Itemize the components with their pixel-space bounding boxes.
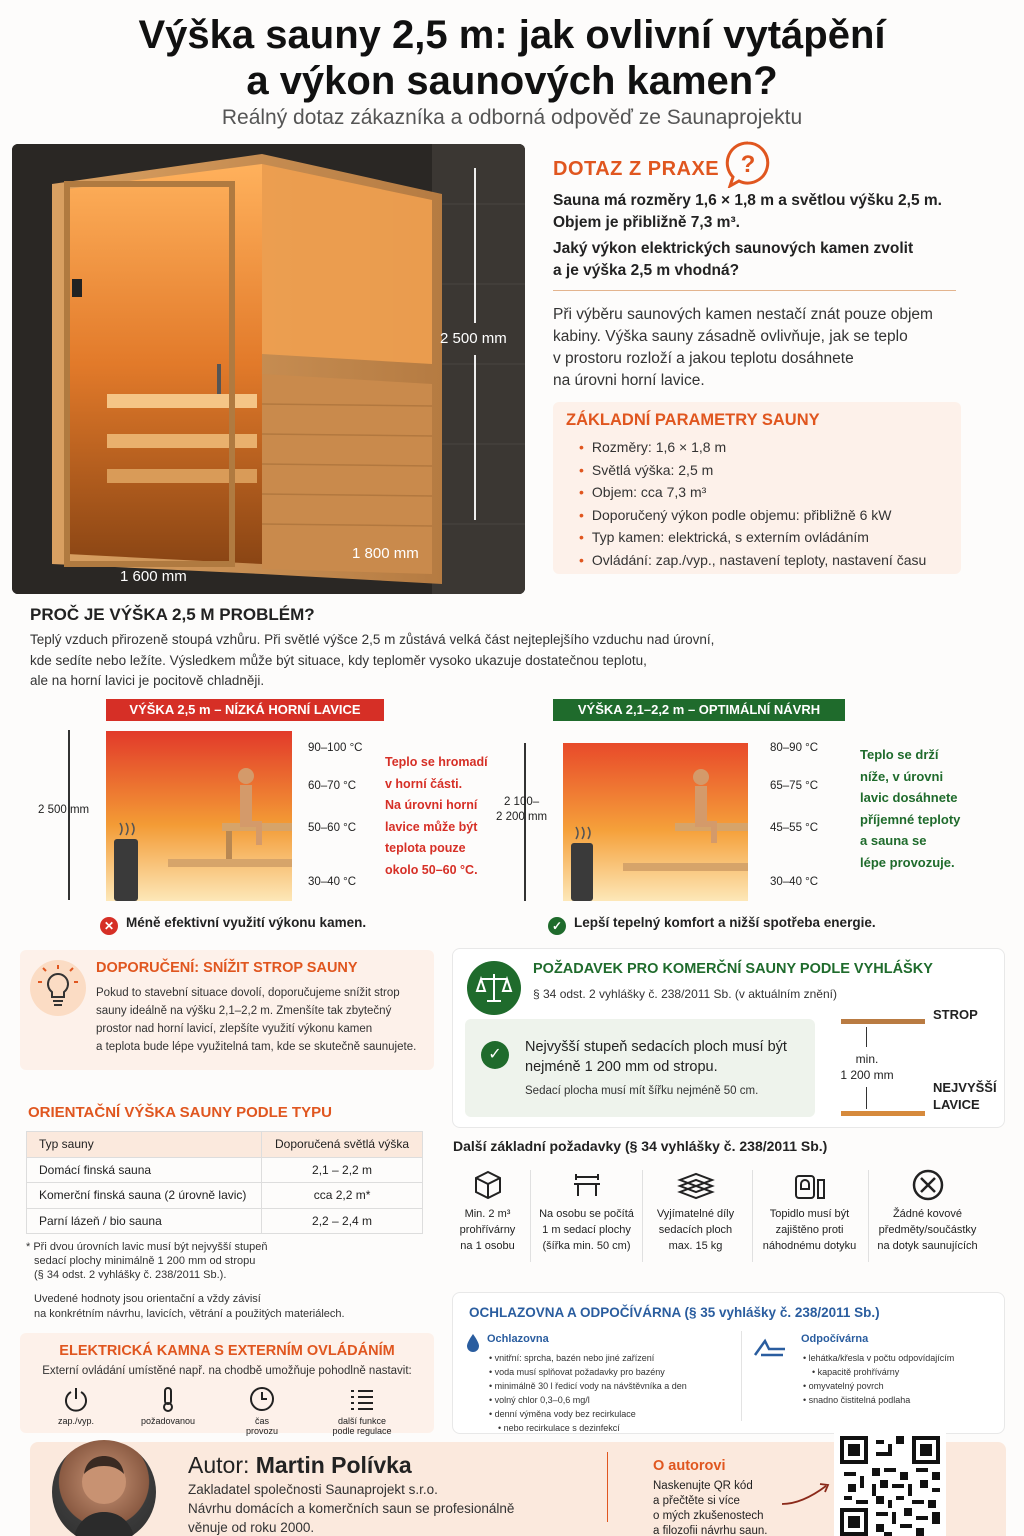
ceiling-label: STROP [933, 1007, 978, 1022]
low-temp-4: 30–40 °C [308, 876, 357, 888]
separator [607, 1452, 608, 1522]
low-temp-1: 90–100 °C [308, 742, 363, 754]
avatar [52, 1440, 156, 1536]
list-item: • nebo recirkulace s dezinfekcí [489, 1421, 687, 1435]
legal-heading: POŽADAVEK PRO KOMERČNÍ SAUNY PODLE VYHLÁŠKY [533, 961, 933, 977]
page-subtitle: Reálný dotaz zákazníka a odborná odpověď ze Saunaprojektu [221, 106, 803, 129]
clock-icon [248, 1385, 276, 1413]
table-cell: Parní lázeň / bio sauna [27, 1208, 262, 1234]
bench-icon [570, 1168, 604, 1202]
lightbulb-icon [30, 960, 86, 1016]
params-item: • Typ kamen: elektrická, s externím ovládáním [579, 526, 926, 549]
legal-requirement-box [465, 1019, 815, 1117]
opt-label: VÝŠKA 2,1–2,2 m – OPTIMÁLNÍ NÁVRH [553, 699, 845, 721]
table-cell: 2,2 – 2,4 m [262, 1208, 423, 1234]
sauna-photo [12, 144, 525, 594]
ceiling-bar [841, 1019, 925, 1024]
power-icon [62, 1385, 90, 1413]
arrow-icon [780, 1478, 832, 1513]
heater-guard-icon [790, 1168, 830, 1202]
hero-depth-label: 1 800 mm [352, 545, 419, 562]
water-drop-icon [465, 1333, 481, 1358]
table-row [27, 1157, 423, 1183]
table-cell: cca 2,2 m* [262, 1183, 423, 1209]
thermometer-icon [154, 1385, 182, 1413]
kamna-item: požadovanou [122, 1385, 214, 1426]
table-row [27, 1208, 423, 1234]
table-cell: 2,1 – 2,2 m [262, 1157, 423, 1183]
opt-temp-2: 65–75 °C [770, 780, 819, 792]
cube-icon [471, 1168, 505, 1202]
table-cell: Domácí finská sauna [27, 1157, 262, 1183]
opt-result: ✓ Lepší tepelný komfort a nižší spotřeba energie. [548, 915, 876, 935]
hero-height-label: 2 500 mm [440, 330, 507, 347]
params-heading: ZÁKLADNÍ PARAMETRY SAUNY [566, 411, 820, 429]
cooling-left-heading: Ochlazovna [487, 1333, 549, 1345]
opt-temp-4: 30–40 °C [770, 876, 819, 888]
low-result: ✕ Méně efektivní využití výkonu kamen. [100, 915, 366, 935]
about-heading: O autorovi [653, 1458, 726, 1474]
kamna-item: další funkce podle regulace [316, 1385, 408, 1436]
list-item: • lehátka/křesla v počtu odpovídajícím [803, 1351, 954, 1365]
author-description: Zakladatel společnosti Saunaprojekt s.r.o. Návrhu domácích a komerčních saun se profesionálně věnuje od roku 2000. [188, 1482, 515, 1535]
table-header-row [27, 1132, 423, 1158]
author-name: Autor: Martin Polívka [188, 1452, 412, 1478]
further-item: Min. 2 m³ prohřívárny na 1 osobu [430, 1164, 545, 1274]
hero-height-arrow [474, 168, 476, 323]
further-item: Topidlo musí být zajištěno proti náhodnému dotyku [752, 1164, 867, 1274]
low-temp-3: 50–60 °C [308, 822, 357, 834]
params-item: • Objem: cca 7,3 m³ [579, 481, 926, 504]
table-cell: Komerční finská sauna (2 úrovně lavic) [27, 1183, 262, 1209]
low-scene [106, 731, 292, 901]
low-temp-2: 60–70 °C [308, 780, 357, 792]
about-text: Naskenujte QR kód a přečtěte si více o mých zkušenostech a filozofii návrhu saun. [653, 1480, 768, 1536]
recommendation-box [20, 950, 434, 1070]
hero-width-label: 1 600 mm [120, 568, 187, 585]
lounger-icon [753, 1335, 787, 1364]
cooling-right-list [803, 1351, 954, 1407]
further-item: Vyjímatelné díly sedacích ploch max. 15 kg [638, 1164, 753, 1274]
list-item: • denní výměna vody bez recirkulace [489, 1407, 687, 1421]
bench-bar [841, 1111, 925, 1116]
title-line-2: a výkon saunových kamen? [246, 59, 778, 103]
list-item: • minimálně 30 l ředicí vody na návštěvníka a den [489, 1379, 687, 1393]
cross-icon: ✕ [100, 917, 118, 935]
params-item: • Ovládání: zap./vyp., nastavení teploty, nastavení času [579, 549, 926, 572]
cooling-heading: OCHLAZOVNA A ODPOČÍVÁRNA (§ 35 vyhlášky č. 238/2011 Sb.) [469, 1305, 880, 1320]
page-title [0, 12, 1024, 104]
params-item: • Doporučený výkon podle objemu: přibližně 6 kW [579, 504, 926, 527]
further-item: Na osobu se počítá 1 m sedací plochy (šířka min. 50 cm) [529, 1164, 644, 1274]
params-box [553, 402, 961, 574]
question-mark-icon [724, 140, 772, 193]
cooling-box [452, 1292, 1005, 1434]
no-metal-icon [911, 1168, 945, 1202]
divider [553, 290, 956, 291]
opt-note: Teplo se drží níže, v úrovni lavic dosáhnete příjemné teploty a sauna se lépe provozuje. [860, 747, 961, 870]
svg-text:?: ? [740, 151, 756, 178]
kamna-box [20, 1333, 434, 1436]
opt-temp-3: 45–55 °C [770, 822, 819, 834]
bench-label: NEJVYŠŠÍ LAVICE [933, 1080, 997, 1112]
params-item: • Světlá výška: 2,5 m [579, 459, 926, 482]
kamna-item: zap./vyp. [30, 1385, 122, 1426]
cooling-left-list [489, 1351, 687, 1435]
recommendation-text: Pokud to stavební situace dovolí, doporučujeme snížit strop sauny ideálně na výšku 2,1–2,2 m. Zmenšíte tak zbytečný prostor nad horní lavicí, zlepšíte využití výkonu kamen a teplota bude lépe využitelná tam, kde se skutečně saunujete. [96, 987, 417, 1053]
cooling-right-heading: Odpočívárna [801, 1333, 869, 1345]
min-distance-label: min. 1 200 mm [840, 1052, 894, 1082]
check-icon: ✓ [481, 1041, 509, 1069]
separator [741, 1331, 742, 1421]
table-header: Typ sauny [27, 1132, 262, 1158]
list-item: • vnitřní: sprcha, bazén nebo jiné zařízení [489, 1351, 687, 1365]
kamna-heading: ELEKTRICKÁ KAMNA S EXTERNÍM OVLÁDÁNÍM [59, 1343, 395, 1359]
why-heading: PROČ JE VÝŠKA 2,5 M PROBLÉM? [30, 605, 315, 624]
low-label: VÝŠKA 2,5 m – NÍZKÁ HORNÍ LAVICE [106, 699, 384, 721]
low-height-label: 2 500 mm [38, 804, 90, 816]
further-item: Žádné kovové předměty/součástky na dotyk saunujících [870, 1164, 985, 1274]
orient-heading: ORIENTAČNÍ VÝŠKA SAUNY PODLE TYPU [28, 1104, 332, 1121]
orient-disclaimer: Uvedené hodnoty jsou orientační a vždy závisí na konkrétním návrhu, lavicích, větrání a použitých materiálech. [34, 1293, 345, 1320]
orient-footnote: * Při dvou úrovních lavic musí být nejvyšší stupeň sedací plochy minimálně 1 200 mm od stropu (§ 34 odst. 2 vyhlášky č. 238/2011 Sb.). [26, 1241, 268, 1281]
list-item: • kapacitě prohřívárny [803, 1365, 954, 1379]
list-icon [348, 1385, 376, 1413]
legal-box [452, 948, 1005, 1128]
question-heading: DOTAZ Z PRAXE [553, 158, 720, 180]
legal-requirement-text: Nejvyšší stupeň sedacích ploch musí být nejméně 1 200 mm od stropu. [525, 1039, 787, 1075]
table-header: Doporučená světlá výška [262, 1132, 423, 1158]
qr-code[interactable] [834, 1430, 946, 1536]
legal-subheading: § 34 odst. 2 vyhlášky č. 238/2011 Sb. (v aktuálním znění) [533, 987, 837, 1001]
dimension-line [866, 1087, 867, 1109]
table-row [27, 1183, 423, 1209]
list-item: • voda musí splňovat požadavky pro bazény [489, 1365, 687, 1379]
params-item: • Rozměry: 1,6 × 1,8 m [579, 436, 926, 459]
further-heading: Další základní požadavky (§ 34 vyhlášky č. 238/2011 Sb.) [453, 1138, 828, 1154]
recommendation-heading: DOPORUČENÍ: SNÍŽIT STROP SAUNY [96, 960, 358, 976]
list-item: • snadno čistitelná podlaha [803, 1393, 954, 1407]
low-note: Teplo se hromadí v horní části. Na úrovni horní lavice může být teplota pouze okolo 50–60 °C. [385, 755, 488, 877]
title-line-1: Výška sauny 2,5 m: jak ovlivní vytápění [138, 13, 886, 57]
scales-icon [467, 961, 521, 1015]
why-text: Teplý vzduch přirozeně stoupá vzhůru. Při světlé výšce 2,5 m zůstává velká část nejteplejšího vzduchu nad úrovní, kde sedíte nebo ležíte. Výsledkem může být situace, kdy teploměr vysoko ukazuje dostatečnou teplotu, ale na horní lavici je pocitově chladněji. [30, 632, 715, 688]
dimension-line [866, 1027, 867, 1047]
question-text-1: Sauna má rozměry 1,6 × 1,8 m a světlou výšku 2,5 m. Objem je přibližně 7,3 m³. [553, 192, 942, 231]
separator [868, 1170, 869, 1262]
opt-temp-1: 80–90 °C [770, 742, 819, 754]
planks-icon [676, 1168, 716, 1202]
intro-text: Při výběru saunových kamen nestačí znát pouze objem kabiny. Výška sauny zásadně ovlivňuje, jak se teplo v prostoru rozloží a jakou teplotu dosáhnete na úrovni horní lavice. [553, 306, 933, 389]
opt-scene [563, 743, 748, 901]
kamna-text: Externí ovládání umístěné např. na chodbě umožňuje pohodlně nastavit: [42, 1365, 412, 1377]
check-icon: ✓ [548, 917, 566, 935]
legal-requirement-note: Sedací plocha musí mít šířku nejméně 50 cm. [525, 1085, 759, 1097]
hero-height-arrow-lower [474, 355, 476, 520]
list-item: • omyvatelný povrch [803, 1379, 954, 1393]
opt-height-label: 2 100– 2 200 mm [496, 796, 548, 823]
params-list [579, 436, 926, 571]
question-text-2: Jaký výkon elektrických saunových kamen zvolit a je výška 2,5 m vhodná? [553, 240, 914, 279]
orient-table [26, 1131, 423, 1234]
list-item: • volný chlor 0,3–0,6 mg/l [489, 1393, 687, 1407]
kamna-item: čas provozu [216, 1385, 308, 1436]
